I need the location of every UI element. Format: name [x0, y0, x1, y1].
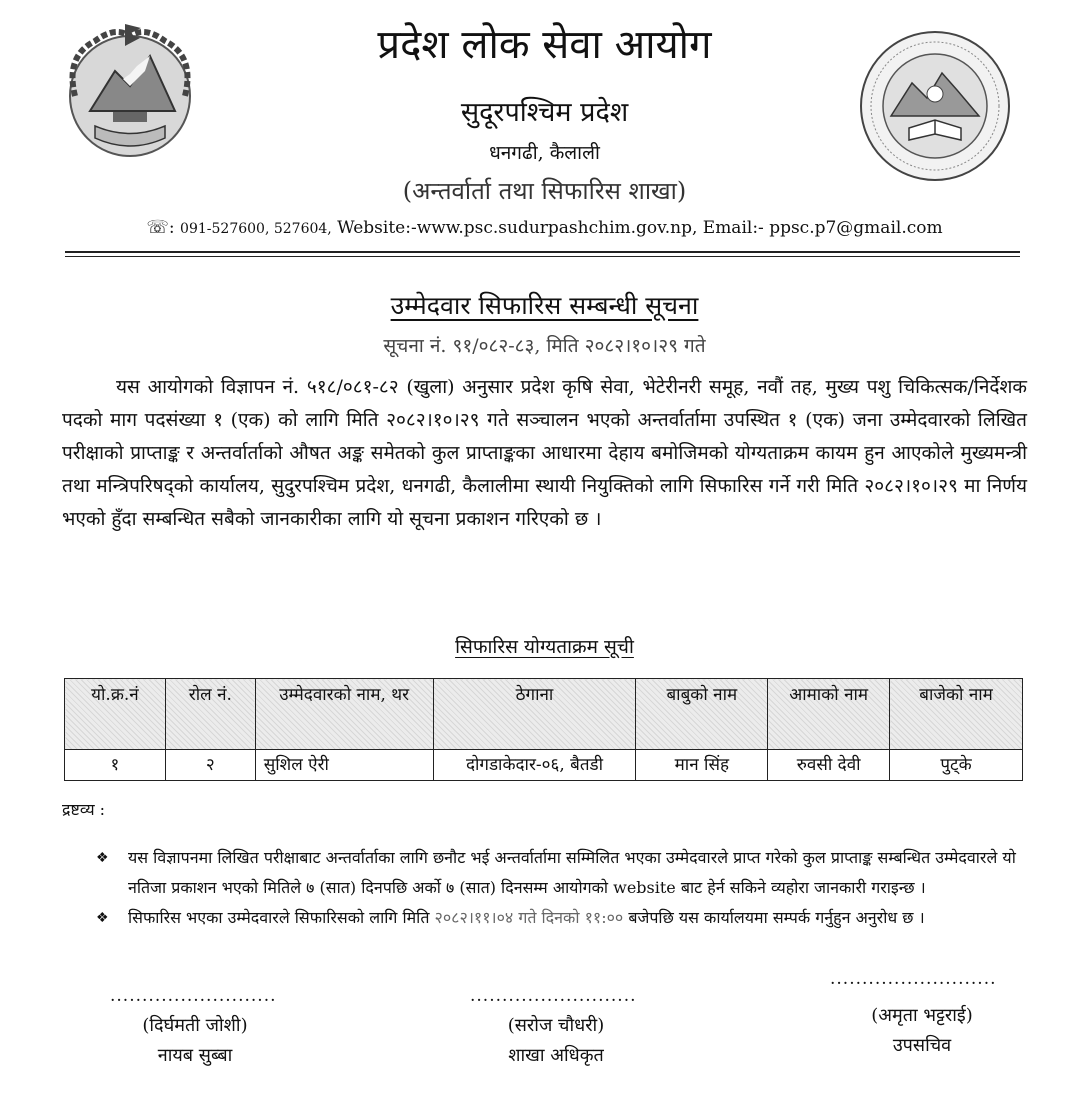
phone-icon: ☏ [146, 217, 169, 238]
signatory-title: नायब सुब्बा [157, 1045, 233, 1066]
notice-body: यस आयोगको विज्ञापन नं. ५१८/०८१-८२ (खुला) अनुसार प्रदेश कृषि सेवा, भेटेरीनरी समूह, नवौं तह, मुख्य पशु चिकित्सक/निर्देशक पदको माग पदसंख्या १ (एक) को लागि मिति २०८२।१०।२९ गते सञ्चालन भएको अन्तर्वार्तामा उपस्थित १ (एक) जना उम्मेदवारको लिखित परीक्षाको प्राप्ताङ्क र अन्तर्वार्ताको औषत अङ्क समेतको कुल प्राप्ताङ्कका आधारमा देहाय बमोजिमको योग्यताक्रम कायम हुन आएकोले मुख्यमन्त्री तथा मन्त्रिपरिषद्को कार्यालय, सुदुरपश्चिम प्रदेश, धनगढी, कैलालीमा स्थायी नियुक्तिको लागि सिफारिस गर्ने गरी मिति २०८२।१०।२९ मा निर्णय भएको हुँदा सम्बन्धित सबैको जानकारीका लागि यो सूचना प्रकाशन गरिएको छ । [62, 376, 1027, 530]
table-header-row [65, 679, 1023, 750]
header-roll: रोल नं. [165, 679, 255, 750]
signature-line-3: .......................... [830, 969, 997, 989]
recommendation-table [64, 678, 1023, 781]
bullet-diamond-icon: ❖ [96, 850, 109, 866]
signatory-name: (सरोज चौधरी) [507, 1015, 605, 1036]
notes-list [96, 843, 1026, 933]
list-item [96, 903, 1026, 933]
header-grandfather-name: बाजेको नाम [890, 679, 1023, 750]
header-mother-name: आमाको नाम [768, 679, 890, 750]
cell-address: दोगडाकेदार-०६, बैतडी [433, 750, 636, 781]
signature-line-2: .......................... [470, 986, 637, 1006]
table-title: सिफारिस योग्यताक्रम सूची [455, 636, 634, 658]
province-name: सुदूरपश्चिम प्रदेश [460, 97, 629, 128]
list-item [96, 843, 1026, 903]
website-email: Website:-www.psc.sudurpashchim.gov.np, Email:- ppsc.p7@gmail.com [331, 218, 943, 238]
cell-father-name: मान सिंह [636, 750, 768, 781]
cell-roll: २ [165, 750, 255, 781]
cell-candidate-name: सुशिल ऐरी [255, 750, 433, 781]
contact-line [0, 216, 1089, 241]
header-divider-thick [65, 251, 1020, 253]
signatory-2 [456, 1011, 656, 1071]
notice-number-date: सूचना नं. ९१/०८२-८३, मिति २०८२।१०।२९ गते [383, 335, 706, 357]
signature-line-1: .......................... [110, 986, 277, 1006]
signatory-3 [817, 1001, 1027, 1061]
cell-grandfather-name: पुट्के [890, 750, 1023, 781]
header-address: ठेगाना [433, 679, 636, 750]
note-date-time: २०८२।११।०४ गते दिनको ११:०० [434, 908, 624, 927]
note-label: द्रष्टव्य : [62, 800, 106, 819]
signatory-name: (दिर्घमती जोशी) [142, 1015, 248, 1036]
header-serial: यो.क्र.नं [65, 679, 166, 750]
signatory-1 [100, 1011, 290, 1071]
note-text-before: सिफारिस भएका उम्मेदवारले सिफारिसको लागि मिति [128, 908, 435, 927]
note-text-after: बजेपछि यस कार्यालयमा सम्पर्क गर्नुहुन अनुरोध छ । [623, 908, 925, 927]
bullet-diamond-icon: ❖ [96, 910, 109, 926]
header-father-name: बाबुको नाम [636, 679, 768, 750]
cell-mother-name: रुवसी देवी [768, 750, 890, 781]
header-divider-thin [65, 256, 1020, 257]
commission-title: प्रदेश लोक सेवा आयोग [377, 22, 712, 68]
phone-separator: : [168, 218, 175, 238]
signatory-title: शाखा अधिकृत [508, 1045, 604, 1066]
table-row [65, 750, 1023, 781]
signatory-title: उपसचिव [892, 1035, 952, 1056]
phone-numbers: 091-527600, 527604, [180, 221, 332, 237]
office-location: धनगढी, कैलाली [489, 142, 600, 164]
notice-title: उम्मेदवार सिफारिस सम्बन्धी सूचना [390, 291, 699, 320]
note-text: यस विज्ञापनमा लिखित परीक्षाबाट अन्तर्वार्ताका लागि छनौट भई अन्तर्वार्तामा सम्मिलित भएका उम्मेदवारले प्राप्त गरेको कुल प्राप्ताङ्क सम्बन्धित उम्मेदवारले यो नतिजा प्रकाशन भएको मितिले ७ (सात) दिनपछि अर्को ७ (सात) दिनसम्म आयोगको website बाट हेर्न सकिने व्यहोरा जानकारी गराइन्छ । [128, 848, 1016, 897]
header-candidate-name: उम्मेदवारको नाम, थर [255, 679, 433, 750]
signatory-name: (अमृता भट्टराई) [871, 1005, 973, 1026]
branch-name: (अन्तर्वार्ता तथा सिफारिस शाखा) [402, 177, 687, 205]
cell-serial: १ [65, 750, 166, 781]
